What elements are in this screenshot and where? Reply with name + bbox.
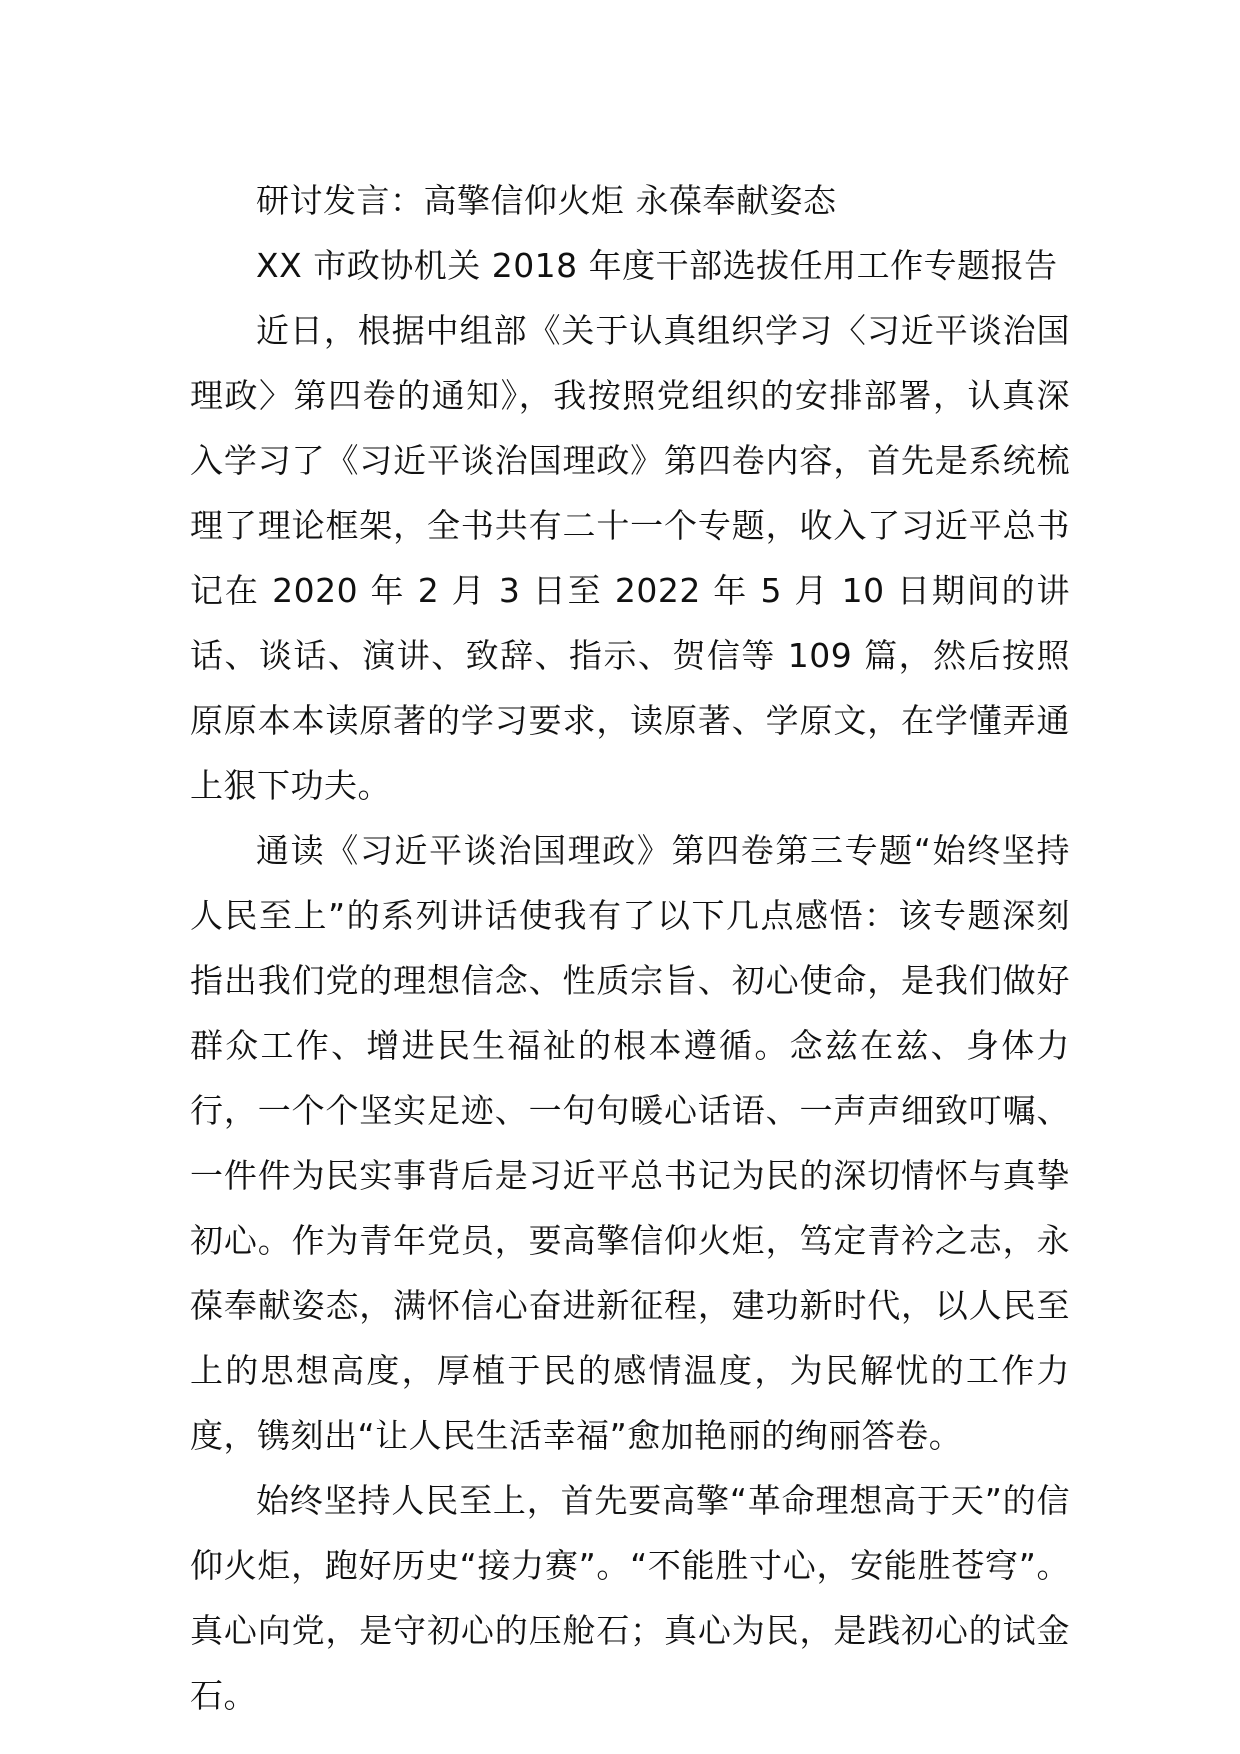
body-paragraph-1: 近日，根据中组部《关于认真组织学习〈习近平谈治国理政〉第四卷的通知》，我按照党组织的安排部署，认真深入学习了《习近平谈治国理政》第四卷内容，首先是系统梳理了理论框架，全书共有二十一个专题，收入了习近平总书记在 2020 年 2 月 3 日至 2022 年 5 月 10 日期间的讲话、谈话、演讲、致辞、指示、贺信等 109 篇，然后按照原原本本读原著的学习要求，读原著、学原文，在学懂弄通上狠下功夫。	[190, 311, 1070, 805]
body-paragraph-2: 通读《习近平谈治国理政》第四卷第三专题“始终坚持人民至上”的系列讲话使我有了以下几点感悟：该专题深刻指出我们党的理想信念、性质宗旨、初心使命，是我们做好群众工作、增进民生福祉的根本遵循。念兹在兹、身体力行，一个个坚实足迹、一句句暖心话语、一声声细致叮嘱、一件件为民实事背后是习近平总书记为民的深切情怀与真挚初心。作为青年党员，要高擎信仰火炬，笃定青衿之志，永葆奉献姿态，满怀信心奋进新征程，建功新时代，以人民至上的思想高度，厚植于民的感情温度，为民解忧的工作力度，镌刻出“让人民生活幸福”愈加艳丽的绚丽答卷。	[190, 831, 1070, 1455]
document-body	[190, 168, 1070, 1728]
document-title: 研讨发言：高擎信仰火炬 永葆奉献姿态	[256, 181, 837, 220]
body-paragraph-3: 始终坚持人民至上，首先要高擎“革命理想高于天”的信仰火炬，跑好历史“接力赛”。“不能胜寸心，安能胜苍穹”。真心向党，是守初心的压舱石；真心为民，是践初心的试金石。	[190, 1481, 1070, 1715]
document-subtitle: XX 市政协机关 2018 年度干部选拔任用工作专题报告	[256, 246, 1058, 285]
